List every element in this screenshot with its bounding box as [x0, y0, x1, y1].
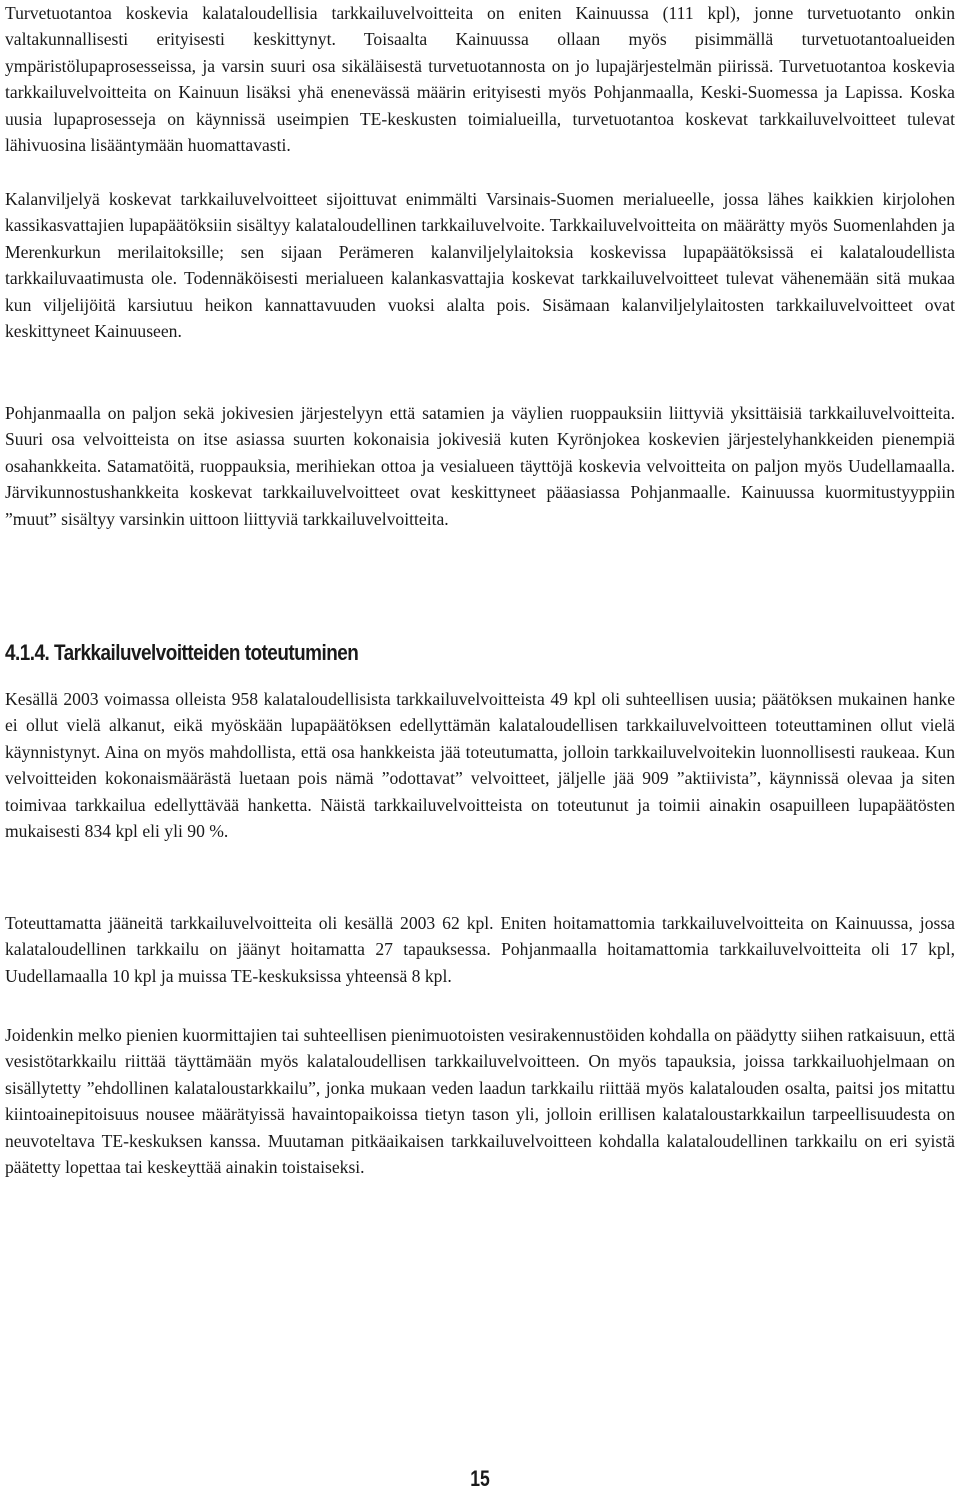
- section-heading: 4.1.4. Tarkkailuvelvoitteiden toteutuminen: [5, 640, 359, 665]
- paragraph-small-polluters: Joidenkin melko pienien kuormittajien tai suhteellisen pienimuotoisten vesirakennustöiden kohdalla on päädytty siihen ratkaisuun, että vesistötarkkailu riittää täyttämään myös kalataloudellisen tarkkailuvelvoitteen. On myös tapauksia, joissa tarkkailuohjelmaan on sisällytetty ”ehdollinen kalataloustarkkailu”, jonka mukaan veden laadun tarkkailu riittää myös kalatalouden osalta, paitsi jos mitattu kiintoainepitoisuus nousee määrätyissä havaintopaikoissa tietyn tason yli, jolloin erillisen kalataloustarkkailun tarpeellisuudesta on neuvoteltava TE-keskuksen kanssa. Muutaman pitkäaikaisen tarkkailuvelvoitteen kohdalla kalataloudellinen tarkkailu on eri syistä päätetty lopettaa tai keskeyttää ainakin toistaiseksi.: [5, 1025, 955, 1178]
- paragraph-summer-2003-obligations: Kesällä 2003 voimassa olleista 958 kalataloudellisista tarkkailuvelvoitteista 49 kpl oli suhteellisen uusia; päätöksen mukainen hanke ei ollut vielä alkanut, eikä myöskään lupapäätöksen edellyttämän kalataloudellisen tarkkailuvelvoitteen toteuttaminen ollut vielä käynnistynyt. Aina on myös mahdollista, että osa hankkeista jää toteutumatta, jolloin tarkkailuvelvoitekin luonnollisesti raukeaa. Kun velvoitteiden kokonaismäärästä luetaan pois nämä ”odottavat” velvoitteet, jäljelle jää 909 ”aktiivista”, käynnissä olevaa ja siten toimivaa tarkkailua edellyttävää hanketta. Näistä tarkkailuvelvoitteista on toteutunut ja toimii ainakin osapuilleen lupapäätösten mukaisesti 834 kpl eli yli 90 %.: [5, 689, 955, 842]
- paragraph-peat-production: Turvetuotantoa koskevia kalataloudellisia tarkkailuvelvoitteita on eniten Kainuussa (111 kpl), jonne turvetuotanto onkin valtakunnallisesti erityisesti keskittynyt. Toisaalta Kainuussa ollaan myös pisimmällä turvetuotantoalueiden ympäristölupaprosesseissa, ja varsin suuri osa sikäläisestä turvetuotannosta on jo lupajärjestelmän piirissä. Turvetuotantoa koskevia tarkkailuvelvoitteita on Kainuun lisäksi yhä enenevässä määrin erityisesti myös Pohjanmaalla, Keski-Suomessa ja Lapissa. Koska uusia lupaprosesseja on käynnissä useimpien TE-keskusten toimialueilla, turvetuotantoa koskevat tarkkailuvelvoitteet tulevat lähivuosina lisääntymään huomattavasti.: [5, 3, 955, 156]
- page-number: 15: [470, 1466, 490, 1491]
- paragraph-unfulfilled-obligations: Toteuttamatta jääneitä tarkkailuvelvoitteita oli kesällä 2003 62 kpl. Eniten hoitamattomia tarkkailuvelvoitteita on Kainuussa, jossa kalataloudellinen tarkkailu on jäänyt hoitamatta 27 tapauksessa. Pohjanmaalla hoitamattomia tarkkailuvelvoitteita oli 17 kpl, Uudellamaalla 10 kpl ja muissa TE-keskuksissa yhteensä 8 kpl.: [5, 913, 955, 986]
- paragraph-fish-farming: Kalanviljelyä koskevat tarkkailuvelvoitteet sijoittuvat enimmälti Varsinais-Suomen merialueelle, jossa lähes kaikkien kirjolohen kassikasvattajien lupapäätöksiin sisältyy kalataloudellinen tarkkailuvelvoite. Tarkkailuvelvoitteita on määrätty myös Suomenlahden ja Merenkurkun merilaitoksille; sen sijaan Perämeren kalanviljelylaitoksia koskevissa lupapäätöksissä ei kalataloudellista tarkkailuvaatimusta ole. Todennäköisesti merialueen kalankasvattajia koskevat tarkkailuvelvoitteet tulevat vähenemään sitä mukaa kun viljelijöitä karsiutuu heikon kannattavuuden vuoksi alalta pois. Sisämaan kalanviljelylaitosten tarkkailuvelvoitteet ovat keskittyneet Kainuuseen.: [5, 189, 955, 342]
- paragraph-ostrobothnia: Pohjanmaalla on paljon sekä jokivesien järjestelyyn että satamien ja väylien ruoppauksiin liittyviä yksittäisiä tarkkailuvelvoitteita. Suuri osa velvoitteista on itse asiassa suurten kokonaisia jokivesiä kuten Kyrönjokea koskevien järjestelyhankkeiden pienempiä osahankkeita. Satamatöitä, ruoppauksia, merihiekan ottoa ja vesialueen täyttöjä koskevia velvoitteita on paljon myös Uudellamaalla. Järvikunnostushankkeita koskevat tarkkailuvelvoitteet ovat keskittyneet pääasiassa Pohjanmaalle. Kainuussa kuormitustyyppiin ”muut” sisältyy varsinkin uittoon liittyviä tarkkailuvelvoitteita.: [5, 403, 955, 529]
